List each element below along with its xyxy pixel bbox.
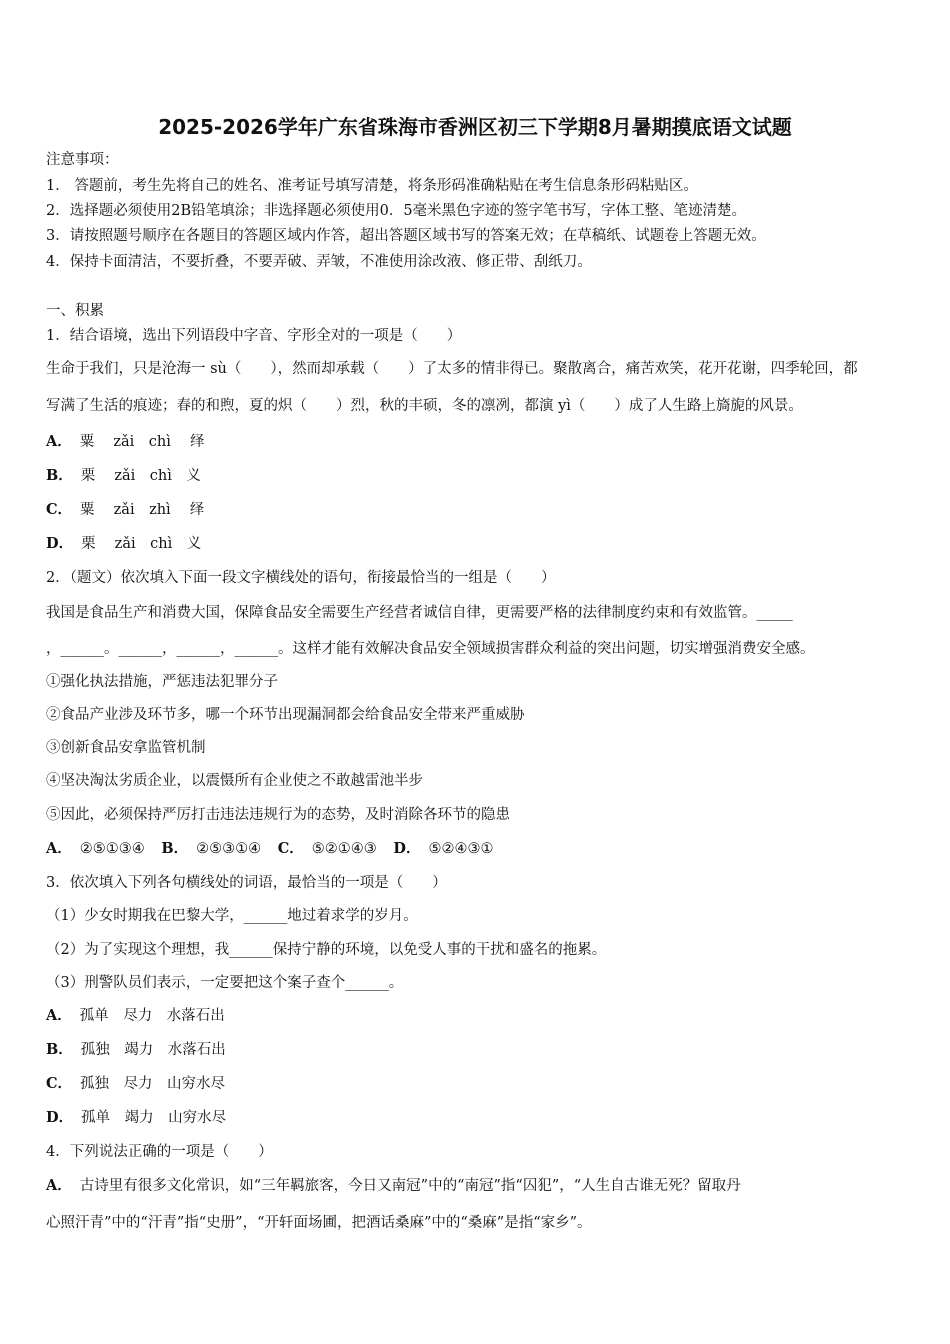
q3-sentence: （1）少女时期我在巴黎大学，______地过着求学的岁月。 <box>46 908 418 924</box>
q3-option-d: D． 孤单 竭力 山穷水尽 <box>46 1109 227 1126</box>
q2-passage-line: ，______。______，______，______。这样才能有效解决食品安全领域损害群众利益的突出问题，切实增强消费安全感。 <box>46 641 815 657</box>
notice-item: 1． 答题前，考生先将自己的姓名、准考证号填写清楚，将条形码准确粘贴在考生信息条形码粘贴区。 <box>46 178 698 194</box>
notice-item: 3．请按照题号顺序在各题目的答题区域内作答，超出答题区域书写的答案无效；在草稿纸、试题卷上答题无效。 <box>46 228 766 244</box>
q2-option-c-letter: C． <box>277 840 304 857</box>
q2-item: ③创新食品安拿监管机制 <box>46 740 206 756</box>
q2-option-a-letter: A． <box>46 840 72 857</box>
q3-option-c: C． 孤独 尽力 山穷水尽 <box>46 1075 226 1092</box>
q2-item: ⑤因此，必须保持严厉打击违法违规行为的态势，及时消除各环节的隐患 <box>46 807 510 823</box>
q2-item: ④坚决淘汰劣质企业，以震慑所有企业使之不敢越雷池半步 <box>46 773 423 789</box>
q1-option-a: A． 粟 zǎi chì 绎 <box>46 433 205 450</box>
q2-stem: 2．（题文）依次填入下面一段文字横线处的语句，衔接最恰当的一组是（ ） <box>46 570 556 586</box>
notice-item: 2．选择题必须使用2B铅笔填涂；非选择题必须使用0．5毫米黑色字迹的签字笔书写，字体工整、笔迹清楚。 <box>46 203 747 219</box>
q3-sentence: （3）刑警队员们表示，一定要把这个案子查个______。 <box>46 975 404 991</box>
q1-passage-line: 生命于我们，只是沧海一 sù（ ），然而却承载（ ）了太多的情非得已。聚散离合，痛苦欢笑，花开花谢，四季轮回，都 <box>46 361 858 377</box>
q2-passage-line: 我国是食品生产和消费大国，保障食品安全需要生产经营者诚信自律，更需要严格的法律制度约束和有效监管。_____ <box>46 605 793 621</box>
q2-item: ①强化执法措施，严惩违法犯罪分子 <box>46 674 278 690</box>
q2-option-b-letter: B． <box>161 840 189 857</box>
q2-item: ②食品产业涉及环节多，哪一个环节出现漏洞都会给食品安全带来严重威胁 <box>46 707 525 723</box>
section-heading: 一、积累 <box>46 303 104 319</box>
q3-stem: 3．依次填入下列各句横线处的词语，最恰当的一项是（ ） <box>46 875 447 891</box>
q2-option-b-text: ②⑤③①④ <box>196 841 262 857</box>
q1-option-b: B． 栗 zǎi chì 义 <box>46 467 201 484</box>
q4-option-a-line2: 心照汗青”中的“汗青”指“史册”，“开轩面场圃，把酒话桑麻”中的“桑麻”是指“家乡”。 <box>46 1215 592 1231</box>
notice-item: 4．保持卡面清洁，不要折叠，不要弄破、弄皱，不准使用涂改液、修正带、刮纸刀。 <box>46 254 592 270</box>
q2-option-c-text: ⑤②①④③ <box>311 841 377 857</box>
notice-heading: 注意事项： <box>46 152 119 168</box>
q1-passage-line: 写满了生活的痕迹；春的和煦，夏的炽（ ）烈，秋的丰硕，冬的凛冽，都演 yì（ ）成了人生路上旖旎的风景。 <box>46 398 803 414</box>
q1-option-c: C． 粟 zǎi zhì 绎 <box>46 501 205 518</box>
q1-option-d: D． 栗 zǎi chì 义 <box>46 535 202 552</box>
q1-stem: 1．结合语境，选出下列语段中字音、字形全对的一项是（ ） <box>46 328 462 344</box>
q2-option-d-letter: D． <box>393 840 421 857</box>
q2-option-d-text: ⑤②④③① <box>428 841 494 857</box>
q3-option-a: A． 孤单 尽力 水落石出 <box>46 1007 225 1024</box>
q2-option-a-text: ②⑤①③④ <box>79 841 145 857</box>
q4-option-a-line1: A． 古诗里有很多文化常识，如“三年羁旅客，今日又南冠”中的“南冠”指“囚犯”，“人生自古谁无死？留取丹 <box>46 1177 741 1194</box>
q3-sentence: （2）为了实现这个理想，我______保持宁静的环境，以免受人事的干扰和盛名的拖累。 <box>46 942 607 958</box>
q2-options <box>46 839 493 859</box>
q3-option-b: B． 孤独 竭力 水落石出 <box>46 1041 226 1058</box>
q4-stem: 4．下列说法正确的一项是（ ） <box>46 1144 273 1160</box>
page-title: 2025-2026学年广东省珠海市香洲区初三下学期8月暑期摸底语文试题 <box>158 115 792 139</box>
